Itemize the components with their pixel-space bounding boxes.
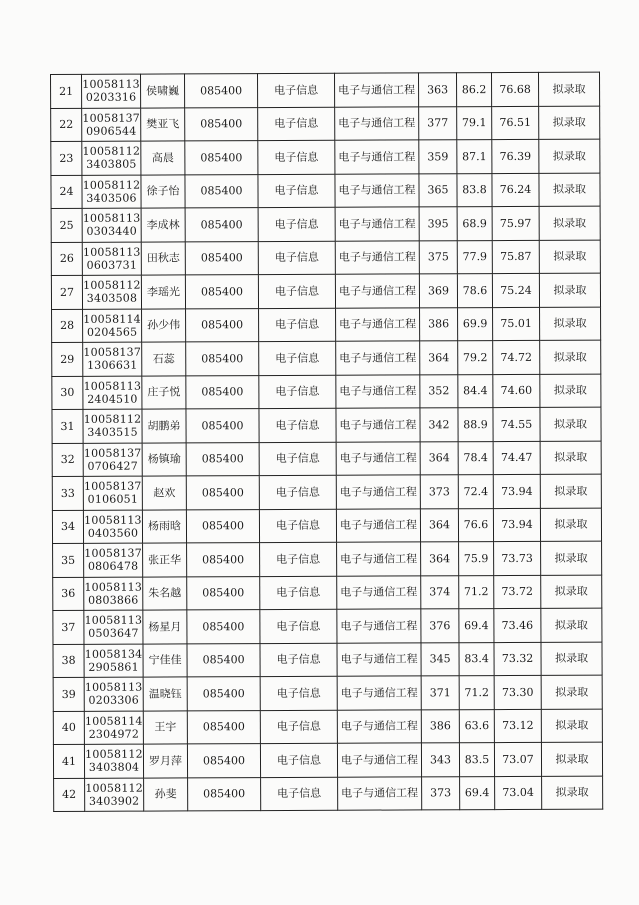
total-score: 73.07 (494, 742, 541, 776)
row-number: 30 (52, 376, 83, 410)
program-code: 085400 (187, 744, 260, 778)
major-name: 电子与通信工程 (337, 642, 421, 676)
candidate-id-line-1: 10058137 (83, 479, 142, 494)
total-score: 74.47 (493, 441, 540, 475)
candidate-id (83, 510, 142, 544)
candidate-id-line-2: 1306631 (87, 358, 138, 373)
program-field: 电子信息 (260, 609, 337, 643)
candidate-id-line-1: 10058112 (85, 747, 143, 762)
table-row (53, 675, 602, 711)
major-name: 电子与通信工程 (337, 743, 421, 777)
candidate-id (85, 778, 144, 812)
retest-score: 88.9 (458, 408, 493, 442)
row-number: 42 (54, 778, 85, 812)
table-row (51, 273, 600, 309)
candidate-name: 胡鹏弟 (142, 409, 186, 443)
initial-score: 365 (419, 173, 457, 207)
total-score: 75.01 (493, 307, 540, 341)
candidate-id-line-2: 2304972 (88, 727, 140, 741)
program-code: 085400 (185, 241, 258, 275)
program-code: 085400 (185, 107, 258, 141)
table-row (51, 106, 600, 142)
retest-score: 69.9 (458, 307, 493, 341)
row-number: 23 (51, 141, 82, 175)
initial-score: 343 (421, 743, 459, 777)
program-field: 电子信息 (260, 576, 337, 610)
program-code: 085400 (187, 610, 260, 644)
candidate-name: 张正华 (143, 543, 187, 577)
candidate-id-line-1: 10058114 (83, 312, 141, 326)
program-field: 电子信息 (258, 241, 335, 275)
retest-score: 78.4 (458, 441, 493, 475)
admission-status: 拟录取 (540, 407, 601, 441)
candidate-id (82, 108, 141, 142)
candidate-id (82, 275, 141, 309)
initial-score: 386 (420, 307, 458, 341)
admission-status: 拟录取 (542, 776, 603, 810)
major-name: 电子与通信工程 (338, 776, 422, 810)
candidate-id-line-2: 3403508 (86, 291, 138, 306)
major-name: 电子与通信工程 (336, 341, 420, 375)
initial-score: 376 (421, 609, 459, 643)
program-field: 电子信息 (258, 107, 335, 141)
retest-score: 87.1 (457, 140, 492, 174)
admission-status: 拟录取 (539, 106, 600, 140)
candidate-id-line-1: 10058112 (85, 781, 143, 795)
initial-score: 364 (420, 441, 458, 475)
initial-score: 364 (420, 341, 458, 375)
candidate-id (84, 577, 143, 611)
initial-score: 364 (420, 508, 458, 542)
program-code: 085400 (185, 74, 258, 108)
admission-status: 拟录取 (540, 307, 601, 341)
major-name: 电子与通信工程 (337, 575, 421, 609)
table-row (53, 742, 602, 778)
major-name: 电子与通信工程 (336, 374, 420, 408)
candidate-id-line-2: 0106051 (87, 492, 139, 507)
admission-status: 拟录取 (539, 273, 600, 307)
candidate-id-line-2: 0303440 (86, 224, 137, 239)
candidate-name: 李瑶光 (141, 275, 185, 309)
total-score: 74.60 (493, 374, 540, 408)
candidate-id-line-1: 10058113 (82, 211, 141, 226)
initial-score: 386 (421, 709, 459, 743)
program-code: 085400 (185, 275, 258, 309)
row-number: 21 (51, 74, 82, 108)
row-number: 33 (52, 476, 83, 510)
candidate-id-line-1: 10058113 (83, 379, 142, 393)
table-row (53, 575, 602, 611)
major-name: 电子与通信工程 (337, 609, 421, 643)
candidate-name: 高晨 (141, 141, 185, 175)
retest-score: 71.2 (459, 575, 494, 609)
table-row (51, 206, 600, 242)
candidate-name: 罗月萍 (143, 744, 187, 778)
retest-score: 79.1 (457, 106, 492, 140)
table-row (52, 508, 601, 544)
major-name: 电子与通信工程 (337, 709, 421, 743)
candidate-id (83, 342, 142, 376)
retest-score: 84.4 (458, 374, 493, 408)
candidate-id (84, 744, 143, 778)
total-score: 73.73 (494, 541, 541, 575)
retest-score: 83.4 (459, 642, 494, 676)
candidate-id-line-1: 10058137 (84, 546, 142, 561)
candidate-id (82, 141, 141, 175)
candidate-id (82, 208, 141, 242)
program-code: 085400 (187, 576, 260, 610)
total-score: 75.97 (492, 206, 539, 240)
row-number: 38 (53, 644, 84, 678)
program-code: 085400 (185, 208, 258, 242)
program-field: 电子信息 (259, 509, 336, 543)
candidate-id-line-2: 0803866 (88, 593, 139, 607)
retest-score: 69.4 (459, 609, 494, 643)
candidate-name: 徐子怡 (141, 174, 185, 208)
table-row (52, 307, 601, 343)
candidate-name: 温晓钰 (143, 677, 187, 711)
major-name: 电子与通信工程 (335, 140, 419, 174)
retest-score: 68.9 (457, 207, 492, 241)
candidate-id-line-1: 10058137 (82, 111, 141, 125)
admission-status: 拟录取 (541, 742, 602, 776)
retest-score: 72.4 (458, 475, 493, 509)
candidate-id (84, 677, 143, 711)
initial-score: 345 (421, 642, 459, 676)
row-number: 37 (53, 610, 84, 644)
row-number: 29 (52, 342, 83, 376)
retest-score: 77.9 (457, 240, 492, 274)
major-name: 电子与通信工程 (336, 508, 420, 542)
total-score: 73.94 (493, 474, 540, 508)
candidate-id-line-2: 0706427 (87, 459, 138, 473)
row-number: 31 (52, 409, 83, 443)
candidate-id-line-1: 10058114 (84, 714, 143, 728)
admission-status: 拟录取 (540, 508, 601, 542)
candidate-name: 杨星月 (143, 610, 187, 644)
program-field: 电子信息 (259, 308, 336, 342)
program-field: 电子信息 (259, 341, 336, 375)
admission-status: 拟录取 (538, 72, 599, 106)
major-name: 电子与通信工程 (334, 73, 418, 107)
table-row (53, 642, 602, 678)
candidate-id-line-2: 3403515 (87, 425, 138, 440)
major-name: 电子与通信工程 (336, 408, 420, 442)
candidate-name: 王宇 (143, 710, 187, 744)
row-number: 27 (51, 275, 82, 309)
initial-score: 352 (420, 374, 458, 408)
program-code: 085400 (186, 375, 259, 409)
table-row (52, 407, 601, 443)
major-name: 电子与通信工程 (335, 173, 419, 207)
initial-score: 395 (419, 207, 457, 241)
candidate-id (83, 443, 142, 477)
admission-status: 拟录取 (541, 608, 602, 642)
candidate-id-line-2: 2905861 (88, 660, 139, 674)
program-field: 电子信息 (261, 777, 338, 811)
retest-score: 78.6 (457, 274, 492, 308)
candidate-id-line-2: 0204565 (86, 325, 138, 339)
retest-score: 75.9 (459, 542, 494, 576)
admission-status: 拟录取 (540, 374, 601, 408)
row-number: 34 (52, 510, 83, 544)
major-name: 电子与通信工程 (336, 441, 420, 475)
candidate-name: 杨雨晗 (142, 509, 186, 543)
program-field: 电子信息 (260, 542, 337, 576)
program-code: 085400 (186, 308, 259, 342)
program-code: 085400 (187, 677, 260, 711)
candidate-id-line-2: 0503647 (88, 626, 139, 641)
row-number: 32 (52, 443, 83, 477)
row-number: 35 (53, 543, 84, 577)
candidate-id (82, 175, 141, 209)
program-field: 电子信息 (260, 676, 337, 710)
candidate-id (83, 376, 142, 410)
table-row (53, 709, 602, 745)
candidate-id-line-1: 10058112 (82, 144, 141, 159)
candidate-id-line-1: 10058113 (84, 513, 142, 527)
major-name: 电子与通信工程 (335, 274, 419, 308)
candidate-id-line-1: 10058113 (84, 580, 143, 594)
row-number: 40 (53, 711, 84, 745)
candidate-id-line-2: 0906544 (86, 124, 137, 138)
major-name: 电子与通信工程 (337, 542, 421, 576)
admission-status: 拟录取 (541, 541, 602, 575)
table-row (52, 374, 601, 410)
admission-status: 拟录取 (539, 240, 600, 274)
candidate-id-line-1: 10058112 (82, 178, 141, 192)
candidate-name: 孙少伟 (142, 308, 186, 342)
table-row (53, 541, 602, 577)
row-number: 28 (52, 309, 83, 343)
total-score: 73.32 (494, 642, 541, 676)
row-number: 39 (53, 677, 84, 711)
program-field: 电子信息 (260, 743, 337, 777)
program-field: 电子信息 (259, 442, 336, 476)
program-code: 085400 (187, 543, 260, 577)
initial-score: 373 (422, 776, 460, 810)
candidate-name: 田秋志 (141, 241, 185, 275)
retest-score: 63.6 (459, 709, 494, 743)
total-score: 76.39 (492, 139, 539, 173)
table-row (51, 240, 600, 276)
total-score: 74.55 (493, 407, 540, 441)
total-score: 73.94 (493, 508, 540, 542)
total-score: 76.68 (491, 72, 538, 106)
initial-score: 374 (421, 575, 459, 609)
total-score: 73.46 (494, 608, 541, 642)
initial-score: 359 (419, 140, 457, 174)
program-field: 电子信息 (259, 475, 336, 509)
admission-status: 拟录取 (539, 173, 600, 207)
program-field: 电子信息 (259, 408, 336, 442)
candidate-id-line-2: 3403506 (86, 191, 137, 205)
candidate-id (83, 476, 142, 510)
retest-score: 69.4 (460, 776, 495, 810)
table-row (51, 72, 600, 108)
candidate-id-line-1: 10058112 (83, 278, 141, 293)
candidate-id (84, 543, 143, 577)
program-field: 电子信息 (260, 710, 337, 744)
total-score: 73.30 (494, 675, 541, 709)
admission-status: 拟录取 (541, 675, 602, 709)
candidate-name: 孙斐 (144, 777, 188, 811)
candidate-id-line-1: 10058113 (82, 245, 141, 259)
program-code: 085400 (186, 476, 259, 510)
major-name: 电子与通信工程 (337, 676, 421, 710)
initial-score: 371 (421, 676, 459, 710)
total-score: 75.87 (492, 240, 539, 274)
retest-score: 79.2 (458, 341, 493, 375)
program-code: 085400 (188, 777, 261, 811)
table-row (54, 776, 603, 812)
admission-status: 拟录取 (540, 340, 601, 374)
admission-status: 拟录取 (541, 709, 602, 743)
candidate-name: 樊亚飞 (141, 107, 185, 141)
program-code: 085400 (187, 643, 260, 677)
admission-status: 拟录取 (539, 139, 600, 173)
admission-status: 拟录取 (539, 206, 600, 240)
major-name: 电子与通信工程 (335, 106, 419, 140)
total-score: 76.24 (492, 173, 539, 207)
candidate-id (82, 74, 141, 108)
candidate-name: 庄子悦 (142, 375, 186, 409)
candidate-id (84, 610, 143, 644)
candidate-id-line-2: 0203316 (85, 90, 137, 105)
candidate-id-line-1: 10058113 (84, 613, 143, 628)
candidate-id (84, 711, 143, 745)
retest-score: 71.2 (459, 676, 494, 710)
program-field: 电子信息 (259, 375, 336, 409)
admission-status: 拟录取 (541, 642, 602, 676)
program-code: 085400 (187, 710, 260, 744)
candidate-name: 朱名越 (143, 576, 187, 610)
table-row (51, 139, 600, 175)
candidate-name: 宁佳佳 (143, 643, 187, 677)
major-name: 电子与通信工程 (335, 207, 419, 241)
candidate-id-line-1: 10058137 (83, 345, 142, 360)
admission-table-body (51, 72, 603, 811)
candidate-id-line-1: 10058137 (83, 446, 142, 460)
initial-score: 373 (420, 475, 458, 509)
retest-score: 83.8 (457, 173, 492, 207)
candidate-id-line-2: 3403902 (88, 794, 140, 808)
candidate-id-line-2: 0403560 (87, 526, 139, 540)
row-number: 24 (51, 175, 82, 209)
candidate-id (83, 309, 142, 343)
table-row (52, 474, 601, 510)
admission-table (50, 72, 603, 812)
program-field: 电子信息 (258, 73, 335, 107)
retest-score: 86.2 (456, 73, 491, 107)
candidate-id-line-1: 10058112 (83, 412, 142, 427)
candidate-name: 石蕊 (142, 342, 186, 376)
total-score: 76.51 (492, 106, 539, 140)
candidate-id-line-2: 3403804 (88, 760, 140, 775)
program-code: 085400 (185, 141, 258, 175)
program-field: 电子信息 (258, 174, 335, 208)
retest-score: 83.5 (459, 743, 494, 777)
table-row (53, 608, 602, 644)
initial-score: 369 (419, 274, 457, 308)
total-score: 73.12 (494, 709, 541, 743)
candidate-id-line-1: 10058134 (84, 647, 143, 661)
candidate-name: 赵欢 (142, 476, 186, 510)
total-score: 74.72 (493, 340, 540, 374)
row-number: 25 (51, 208, 82, 242)
program-field: 电子信息 (258, 274, 335, 308)
admission-status: 拟录取 (540, 441, 601, 475)
major-name: 电子与通信工程 (336, 307, 420, 341)
initial-score: 342 (420, 408, 458, 442)
program-code: 085400 (186, 409, 259, 443)
row-number: 22 (51, 108, 82, 142)
program-code: 085400 (185, 174, 258, 208)
candidate-id-line-2: 2404510 (87, 392, 138, 406)
candidate-id-line-2: 0806478 (87, 559, 139, 574)
program-code: 085400 (186, 342, 259, 376)
table-row (52, 441, 601, 477)
row-number: 36 (53, 577, 84, 611)
major-name: 电子与通信工程 (336, 475, 420, 509)
row-number: 41 (53, 744, 84, 778)
admission-status: 拟录取 (540, 474, 601, 508)
program-field: 电子信息 (258, 140, 335, 174)
program-field: 电子信息 (260, 643, 337, 677)
total-score: 73.72 (494, 575, 541, 609)
candidate-id-line-2: 3403805 (86, 157, 137, 172)
candidate-id (82, 242, 141, 276)
program-code: 085400 (186, 509, 259, 543)
candidate-id-line-2: 0603731 (86, 258, 138, 272)
total-score: 73.04 (495, 776, 542, 810)
initial-score: 363 (418, 73, 456, 107)
major-name: 电子与通信工程 (335, 240, 419, 274)
candidate-id (83, 409, 142, 443)
program-field: 电子信息 (258, 207, 335, 241)
program-code: 085400 (186, 442, 259, 476)
table-row (51, 173, 600, 209)
retest-score: 76.6 (458, 508, 493, 542)
total-score: 75.24 (492, 273, 539, 307)
initial-score: 377 (419, 106, 457, 140)
admission-status: 拟录取 (541, 575, 602, 609)
initial-score: 375 (419, 240, 457, 274)
table-row (52, 340, 601, 376)
candidate-name: 侯啸巍 (141, 74, 185, 108)
candidate-id-line-1: 10058113 (82, 77, 140, 92)
candidate-id-line-1: 10058113 (84, 680, 143, 695)
candidate-name: 杨镇瑜 (142, 442, 186, 476)
candidate-id-line-2: 0203306 (88, 693, 139, 708)
initial-score: 364 (421, 542, 459, 576)
row-number: 26 (51, 242, 82, 276)
candidate-id (84, 644, 143, 678)
candidate-name: 李成林 (141, 208, 185, 242)
